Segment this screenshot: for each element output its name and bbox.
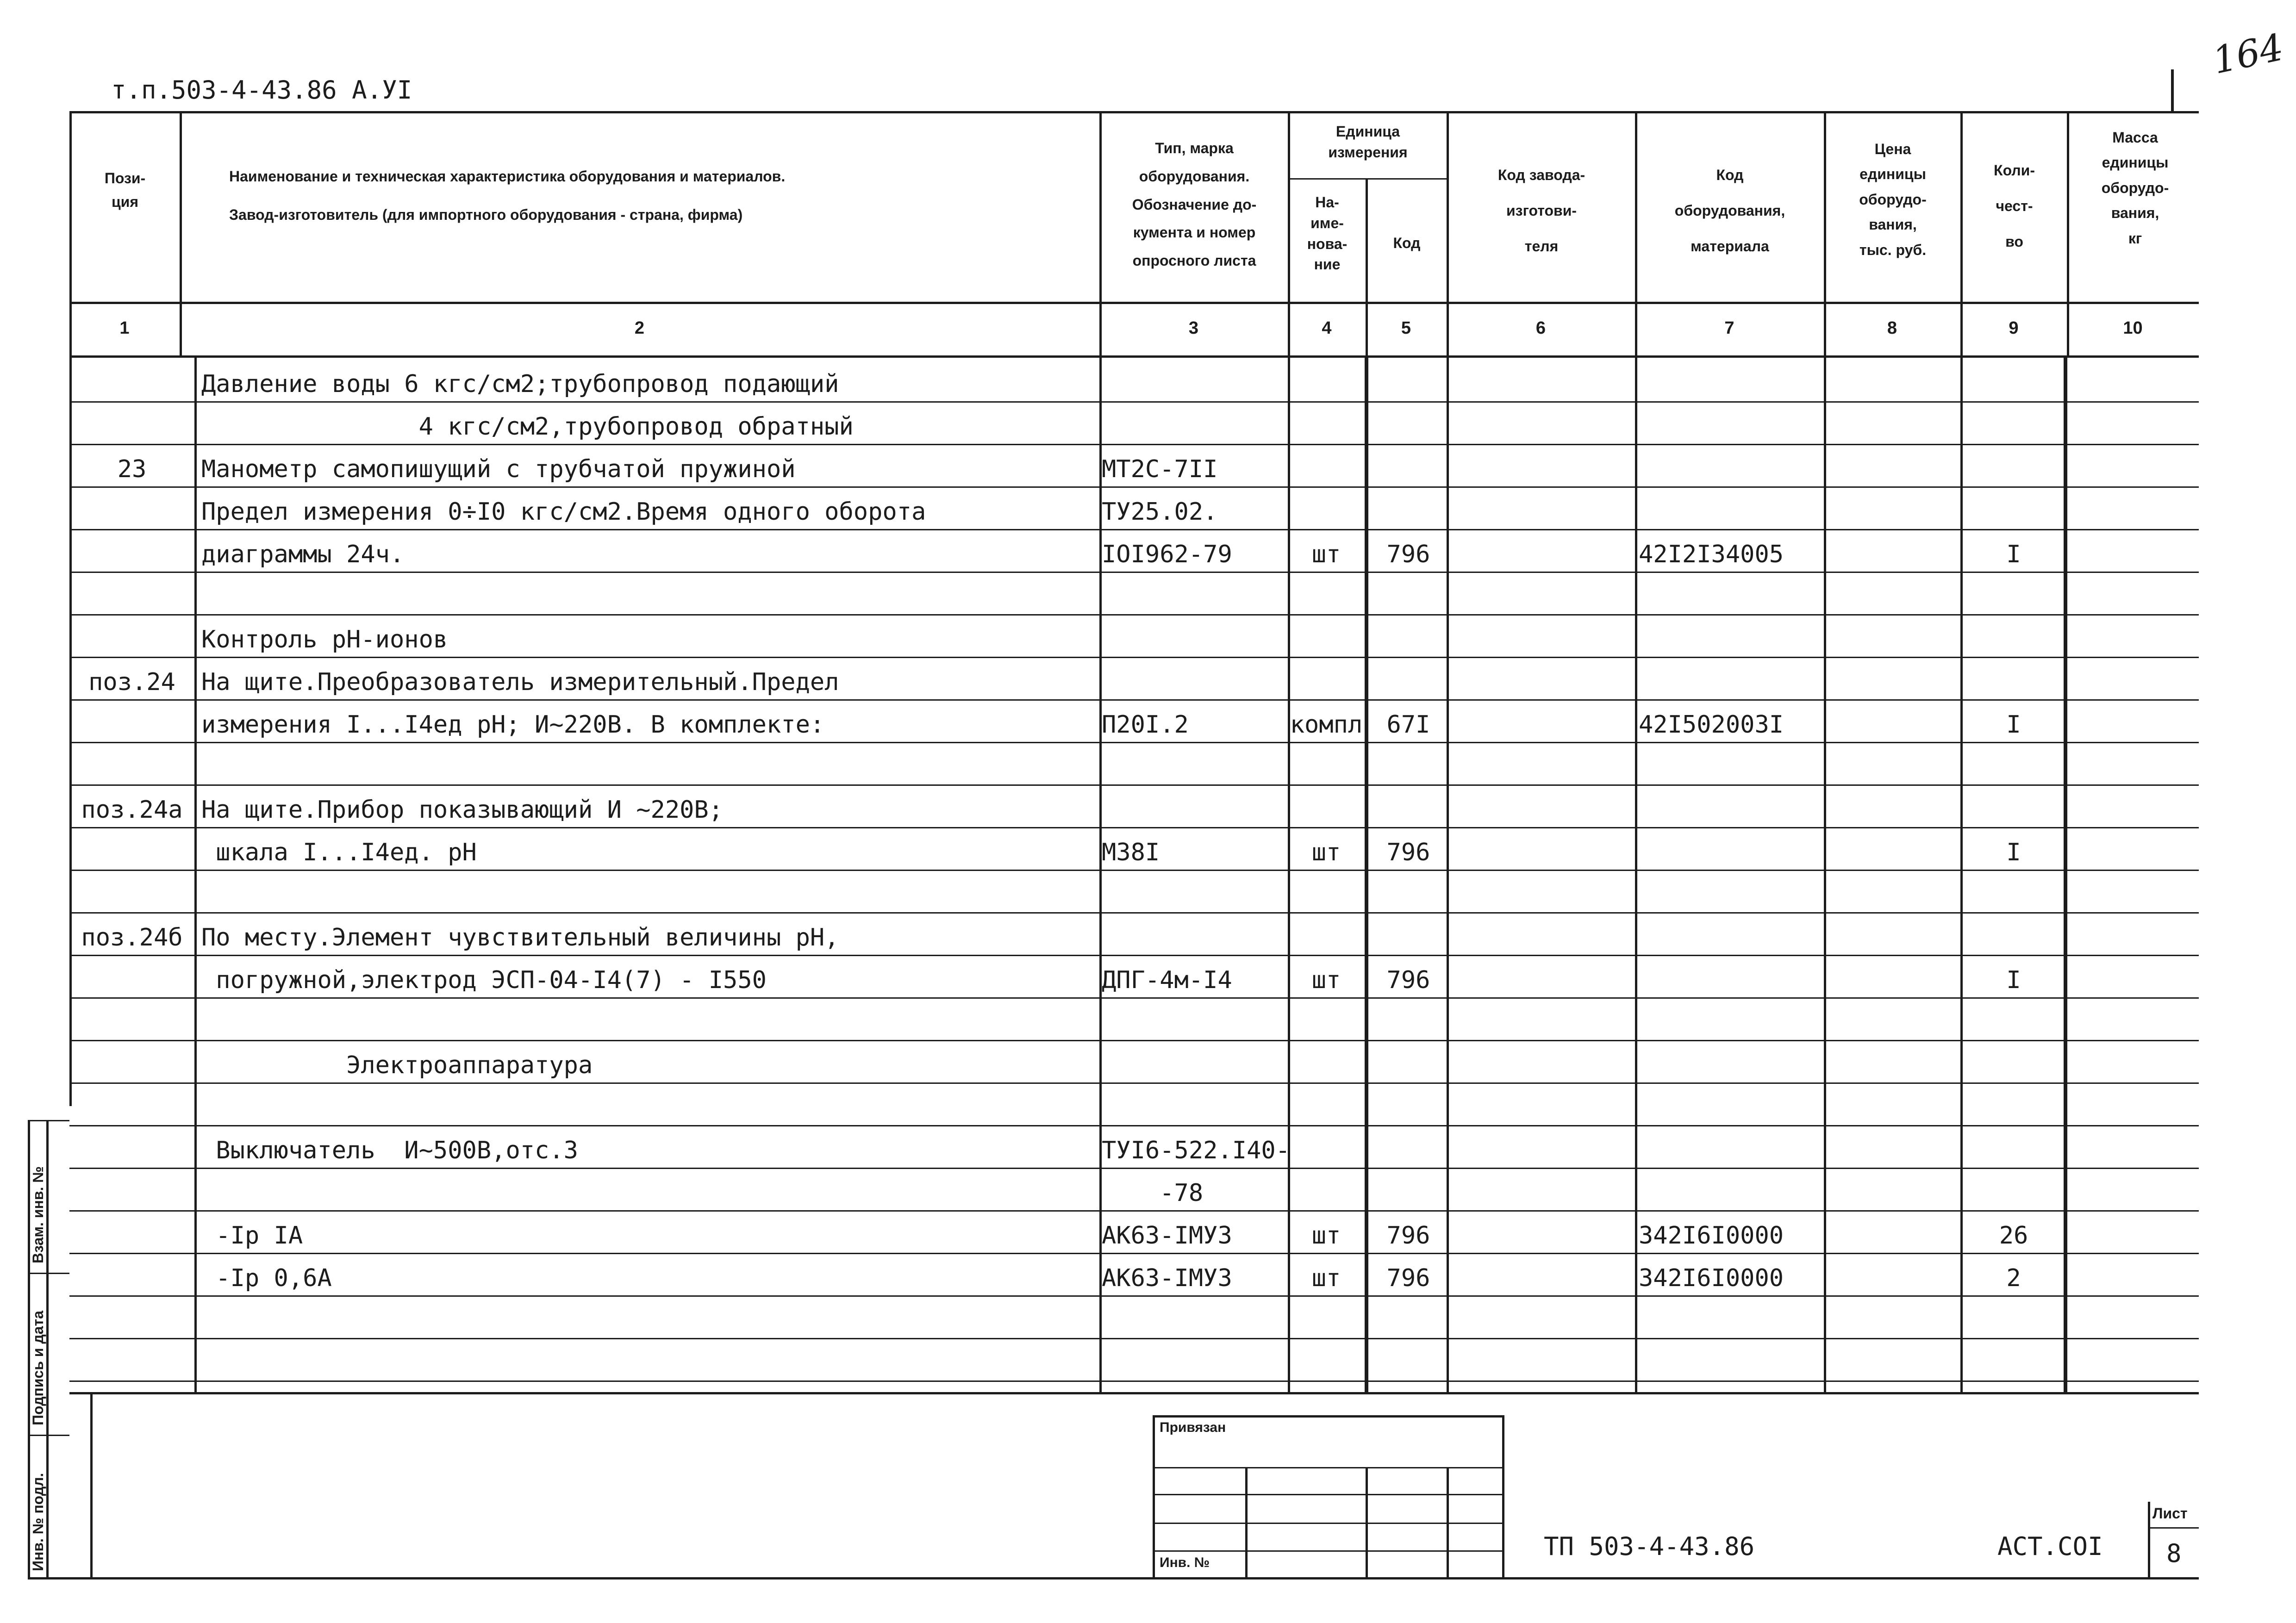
row-unit-name xyxy=(1289,914,1363,956)
row-name: На щите.Преобразователь измерительный.Предел xyxy=(201,668,839,696)
row-quantity xyxy=(1963,1169,2065,1212)
row-name xyxy=(201,999,1099,1041)
row-name: Манометр самопишущий с трубчатой пружиной xyxy=(201,455,796,483)
margin-inv-podl: Инв. № подл. xyxy=(30,1473,46,1571)
row-position xyxy=(69,616,194,658)
sheet-box-line xyxy=(2148,1502,2150,1577)
row-position xyxy=(69,1169,194,1212)
row-unit-code xyxy=(1370,403,1447,445)
row-equipment-code xyxy=(1639,743,1824,786)
row-unit-code xyxy=(1370,1297,1447,1339)
header-equipment-code: Код оборудования, материала xyxy=(1674,167,1785,255)
row-position xyxy=(69,530,194,573)
row-equipment-code xyxy=(1639,828,1824,871)
row-type: IOI962-79 xyxy=(1102,541,1232,568)
stamp-line xyxy=(1366,1467,1368,1577)
table-row xyxy=(69,403,2199,445)
row-position xyxy=(69,871,194,914)
row-unit-name xyxy=(1289,743,1363,786)
stamp-line xyxy=(1153,1467,1504,1468)
table-row xyxy=(69,828,2199,871)
row-position xyxy=(69,828,194,871)
row-equipment-code: 342I6I0000 xyxy=(1639,1264,1784,1292)
row-type: М38I xyxy=(1102,839,1160,866)
row-unit-code xyxy=(1370,871,1447,914)
table-row xyxy=(69,786,2199,828)
row-quantity: I xyxy=(2006,839,2021,866)
row-type xyxy=(1102,786,1287,828)
header-position: Пози- ция xyxy=(104,170,146,211)
table-row xyxy=(69,1126,2199,1169)
stamp-line xyxy=(1153,1550,1504,1552)
table-row xyxy=(69,743,2199,786)
header-unit-group: Единица измерения xyxy=(1328,123,1408,161)
row-position xyxy=(69,360,194,403)
row-unit-code: 796 xyxy=(1386,1222,1430,1250)
row-position xyxy=(69,1212,194,1254)
row-unit-name xyxy=(1289,871,1363,914)
row-unit-name xyxy=(1289,1084,1363,1126)
stamp-line xyxy=(1245,1467,1248,1577)
sheet-code: АСТ.СОI xyxy=(1997,1532,2103,1561)
row-name xyxy=(201,871,1099,914)
row-unit-code xyxy=(1370,786,1447,828)
sheet-number: 8 xyxy=(2166,1539,2182,1568)
row-position xyxy=(69,1084,194,1126)
row-type: АК63-IМУ3 xyxy=(1102,1222,1232,1250)
header-quantity: Коли- чест- во xyxy=(1994,162,2035,250)
stamp-line xyxy=(1447,1467,1449,1577)
row-name: -Iр 0,6A xyxy=(201,1264,332,1292)
row-name: На щите.Прибор показывающий И ~220В; xyxy=(201,796,724,824)
row-position xyxy=(69,488,194,530)
col-number-8: 8 xyxy=(1887,318,1897,338)
row-unit-name: шт xyxy=(1311,1222,1341,1250)
row-quantity xyxy=(1963,1339,2065,1382)
stamp-line xyxy=(1502,1415,1504,1577)
row-quantity xyxy=(1963,616,2065,658)
row-name: Предел измерения 0÷I0 кгс/см2.Время одного оборота xyxy=(201,498,926,526)
row-type xyxy=(1102,573,1287,616)
table-row xyxy=(69,1297,2199,1339)
table-row xyxy=(69,1041,2199,1084)
header-price: Цена единицы оборудо- вания, тыс. руб. xyxy=(1859,141,1927,258)
frame-inner-left xyxy=(90,1392,93,1577)
row-equipment-code xyxy=(1639,914,1824,956)
table-row xyxy=(69,956,2199,999)
row-equipment-code: 42I502003I xyxy=(1639,711,1784,739)
margin-vzam-inv: Взам. инв. № xyxy=(30,1166,46,1263)
row-type xyxy=(1102,743,1287,786)
row-name: Электроаппаратура xyxy=(201,1051,593,1079)
row-unit-name xyxy=(1289,488,1363,530)
row-equipment-code xyxy=(1639,445,1824,488)
row-position xyxy=(69,1339,194,1382)
row-equipment-code xyxy=(1639,1126,1824,1169)
col-number-9: 9 xyxy=(2009,318,2019,338)
row-type xyxy=(1102,403,1287,445)
row-type: АК63-IМУ3 xyxy=(1102,1264,1232,1292)
row-quantity xyxy=(1963,871,2065,914)
row-type xyxy=(1102,658,1287,701)
row-unit-code xyxy=(1370,488,1447,530)
row-unit-code: 67I xyxy=(1386,711,1430,739)
row-name xyxy=(201,743,1099,786)
row-unit-code xyxy=(1370,445,1447,488)
row-position xyxy=(69,701,194,743)
stamp-line xyxy=(1153,1494,1504,1495)
header-numbers-border xyxy=(69,302,2199,304)
row-unit-code xyxy=(1370,616,1447,658)
row-unit-name xyxy=(1289,999,1363,1041)
row-quantity xyxy=(1963,1084,2065,1126)
row-equipment-code: 342I6I0000 xyxy=(1639,1222,1784,1250)
table-bottom-border xyxy=(69,1392,2199,1394)
row-equipment-code xyxy=(1639,1339,1824,1382)
row-position xyxy=(69,1297,194,1339)
stamp-privyazan: Привязан xyxy=(1160,1420,1226,1435)
row-unit-code xyxy=(1370,1084,1447,1126)
row-equipment-code xyxy=(1639,1041,1824,1084)
row-name: Контроль рН-ионов xyxy=(201,626,448,653)
row-name xyxy=(201,1339,1099,1382)
row-name: диаграммы 24ч. xyxy=(201,541,405,568)
row-name: погружной,электрод ЭСП-04-I4(7) - I550 xyxy=(201,966,767,994)
row-equipment-code xyxy=(1639,573,1824,616)
row-name: измерения I...I4ед рН; И~220В. В комплекте: xyxy=(201,711,825,739)
row-quantity: 2 xyxy=(2006,1264,2021,1292)
header-top-border xyxy=(69,111,2199,113)
row-quantity: 26 xyxy=(1999,1222,2028,1250)
row-position: поз.24б xyxy=(81,924,183,951)
row-unit-code xyxy=(1370,573,1447,616)
row-type: ТУI6-522.I40- xyxy=(1102,1137,1290,1164)
sheet-box-line xyxy=(2148,1527,2199,1529)
row-quantity xyxy=(1963,360,2065,403)
table-row xyxy=(69,1084,2199,1126)
row-unit-name xyxy=(1289,1041,1363,1084)
row-unit-code: 796 xyxy=(1386,1264,1430,1292)
row-equipment-code xyxy=(1639,1297,1824,1339)
margin-line xyxy=(28,1273,69,1274)
row-name: -Iр IA xyxy=(201,1222,303,1250)
row-unit-name xyxy=(1289,1339,1363,1382)
header-plant-code: Код завода- изготови- теля xyxy=(1497,167,1585,255)
row-equipment-code xyxy=(1639,403,1824,445)
col-number-7: 7 xyxy=(1724,318,1734,338)
row-name xyxy=(201,1084,1099,1126)
row-type: ДПГ-4м-I4 xyxy=(1102,966,1232,994)
col-number-6: 6 xyxy=(1535,318,1546,338)
row-type xyxy=(1102,1084,1287,1126)
row-quantity xyxy=(1963,786,2065,828)
row-equipment-code xyxy=(1639,360,1824,403)
row-type: ТУ25.02. xyxy=(1102,498,1218,526)
row-unit-name xyxy=(1289,1169,1363,1212)
col-number-5: 5 xyxy=(1401,318,1411,338)
sheet-label: Лист xyxy=(2152,1505,2188,1522)
row-unit-code xyxy=(1370,1169,1447,1212)
row-quantity xyxy=(1963,743,2065,786)
stamp-inv-no: Инв. № xyxy=(1160,1555,1210,1570)
header-unit-code: Код xyxy=(1393,235,1421,251)
table-row xyxy=(69,999,2199,1041)
row-unit-name: компл xyxy=(1290,711,1363,739)
row-position xyxy=(69,403,194,445)
row-position xyxy=(69,743,194,786)
row-position xyxy=(69,999,194,1041)
row-type xyxy=(1102,1297,1287,1339)
col-number-2: 2 xyxy=(634,318,645,338)
row-unit-name xyxy=(1289,360,1363,403)
col-number-4: 4 xyxy=(1322,318,1332,338)
row-unit-name xyxy=(1289,1297,1363,1339)
margin-line xyxy=(28,1435,69,1436)
row-equipment-code xyxy=(1639,1084,1824,1126)
col-number-10: 10 xyxy=(2123,318,2143,338)
row-type xyxy=(1102,914,1287,956)
row-quantity xyxy=(1963,1297,2065,1339)
row-quantity xyxy=(1963,1041,2065,1084)
row-quantity xyxy=(1963,658,2065,701)
row-unit-code xyxy=(1370,743,1447,786)
table-row xyxy=(69,360,2199,403)
row-position xyxy=(69,1126,194,1169)
row-type: П20I.2 xyxy=(1102,711,1189,739)
row-quantity xyxy=(1963,403,2065,445)
row-position xyxy=(69,1041,194,1084)
row-position: поз.24а xyxy=(81,796,183,824)
row-name xyxy=(201,1169,1099,1212)
row-unit-code xyxy=(1370,999,1447,1041)
table-row xyxy=(69,616,2199,658)
row-type xyxy=(1102,871,1287,914)
row-unit-code: 796 xyxy=(1386,966,1430,994)
row-name: Давление воды 6 кгс/см2;трубопровод подающий xyxy=(201,370,839,398)
row-equipment-code xyxy=(1639,999,1824,1041)
row-unit-name xyxy=(1289,445,1363,488)
row-equipment-code xyxy=(1639,786,1824,828)
header-name: Наименование и техническая характеристика оборудования и материалов. Завод-изготовитель (для импортного оборудования - страна, фирма) xyxy=(229,168,786,224)
row-type: -78 xyxy=(1102,1179,1204,1207)
row-position: поз.24 xyxy=(88,668,175,696)
table-row xyxy=(69,914,2199,956)
row-unit-code xyxy=(1370,1126,1447,1169)
row-quantity xyxy=(1963,488,2065,530)
stamp-line xyxy=(1153,1523,1504,1524)
row-type xyxy=(1102,616,1287,658)
row-name xyxy=(201,1297,1099,1339)
table-row xyxy=(69,701,2199,743)
row-equipment-code xyxy=(1639,1169,1824,1212)
row-quantity: I xyxy=(2006,711,2021,739)
table-row xyxy=(69,1254,2199,1297)
row-name: Выключатель И~500В,отс.3 xyxy=(201,1137,578,1164)
row-type: МТ2С-7II xyxy=(1102,455,1218,483)
row-type xyxy=(1102,1339,1287,1382)
table-row xyxy=(69,871,2199,914)
row-unit-name xyxy=(1289,573,1363,616)
row-unit-code xyxy=(1370,360,1447,403)
row-unit-name: шт xyxy=(1311,541,1341,568)
row-unit-name xyxy=(1289,403,1363,445)
row-equipment-code xyxy=(1639,616,1824,658)
row-unit-code xyxy=(1370,1041,1447,1084)
table-row xyxy=(69,658,2199,701)
row-position xyxy=(69,956,194,999)
stamp-line xyxy=(1153,1415,1504,1418)
table-row xyxy=(69,573,2199,616)
row-name: По месту.Элемент чувствительный величины рН, xyxy=(201,924,839,951)
row-equipment-code xyxy=(1639,956,1824,999)
header-mass: Масса единицы оборудо- вания, кг xyxy=(2101,129,2169,247)
row-unit-name xyxy=(1289,658,1363,701)
row-equipment-code xyxy=(1639,871,1824,914)
col-number-1: 1 xyxy=(119,318,130,338)
margin-line xyxy=(28,1120,69,1121)
row-unit-name xyxy=(1289,786,1363,828)
row-name xyxy=(201,573,1099,616)
doc-code: ТП 503-4-43.86 xyxy=(1544,1532,1755,1561)
table-row xyxy=(69,1169,2199,1212)
header-type: Тип, марка оборудования. Обозначение до- кумента и номер опросного листа xyxy=(1132,140,1257,269)
row-unit-name: шт xyxy=(1311,966,1341,994)
row-position xyxy=(69,1254,194,1297)
row-unit-code xyxy=(1370,1339,1447,1382)
row-quantity xyxy=(1963,1126,2065,1169)
row-position xyxy=(69,573,194,616)
row-quantity xyxy=(1963,914,2065,956)
header-bottom-border xyxy=(69,355,2199,358)
top-right-mark xyxy=(2171,69,2174,111)
row-position: 23 xyxy=(117,455,147,483)
stamp-line xyxy=(1153,1415,1155,1577)
row-equipment-code xyxy=(1639,488,1824,530)
row-quantity xyxy=(1963,573,2065,616)
table-row xyxy=(69,445,2199,488)
handwritten-page-number: 164 xyxy=(2209,25,2287,82)
row-name: шкала I...I4ед. рН xyxy=(201,839,477,866)
header-unit-name: На- име- нова- ние xyxy=(1307,194,1348,273)
table-row xyxy=(69,1212,2199,1254)
row-separator xyxy=(69,1380,2199,1382)
row-equipment-code: 42I2I34005 xyxy=(1639,541,1784,568)
row-unit-name: шт xyxy=(1311,839,1341,866)
row-type xyxy=(1102,360,1287,403)
margin-podpis-data: Подпись и дата xyxy=(30,1311,46,1425)
row-quantity xyxy=(1963,999,2065,1041)
row-unit-code xyxy=(1370,658,1447,701)
table-row xyxy=(69,488,2199,530)
row-unit-code: 796 xyxy=(1386,541,1430,568)
doc-reference: т.п.503-4-43.86 А.УI xyxy=(111,75,412,105)
row-unit-name xyxy=(1289,1126,1363,1169)
col-number-3: 3 xyxy=(1188,318,1199,338)
row-quantity: I xyxy=(2006,966,2021,994)
row-quantity: I xyxy=(2006,541,2021,568)
row-type xyxy=(1102,1041,1287,1084)
frame-bottom xyxy=(28,1577,2199,1579)
row-name: 4 кгс/см2,трубопровод обратный xyxy=(201,413,854,441)
row-type xyxy=(1102,999,1287,1041)
row-unit-name: шт xyxy=(1311,1264,1341,1292)
row-equipment-code xyxy=(1639,658,1824,701)
row-unit-code: 796 xyxy=(1386,839,1430,866)
row-unit-code xyxy=(1370,914,1447,956)
table-row xyxy=(69,1339,2199,1382)
row-quantity xyxy=(1963,445,2065,488)
row-unit-name xyxy=(1289,616,1363,658)
table-row xyxy=(69,530,2199,573)
